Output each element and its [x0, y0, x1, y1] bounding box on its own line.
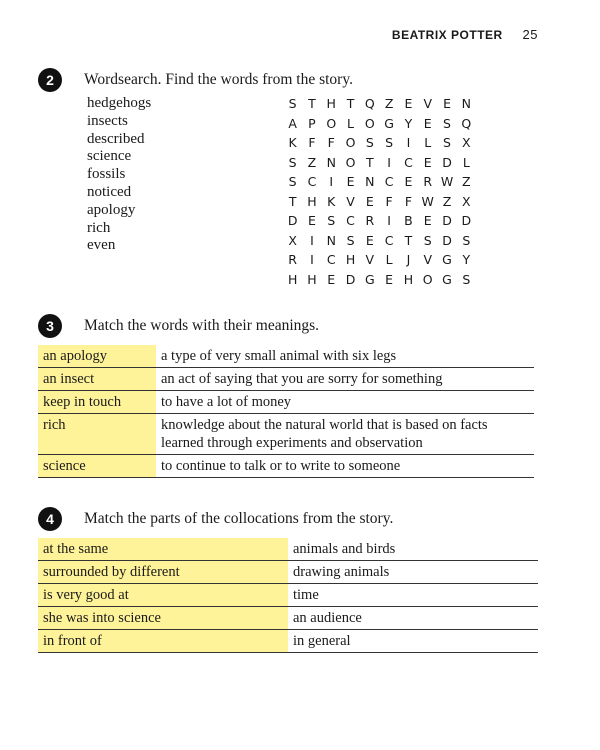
grid-letter: V	[365, 252, 375, 267]
grid-letter: G	[384, 115, 394, 131]
match-right-cell: knowledge about the natural world that is based on facts learned through experiments and observation	[161, 417, 488, 451]
word-list-item: apology	[87, 201, 136, 218]
grid-letter: O	[422, 271, 433, 287]
grid-letter: A	[288, 115, 297, 131]
grid-letter: S	[443, 115, 451, 131]
grid-letter: L	[424, 135, 432, 150]
table-row	[38, 538, 538, 561]
grid-letter: T	[308, 96, 316, 111]
grid-letter: G	[442, 252, 452, 267]
grid-letter: R	[365, 213, 375, 228]
exercise-number-badge: 3	[38, 314, 62, 338]
exercise-instruction: Match the parts of the collocations from the story.	[84, 510, 394, 527]
grid-letter: O	[345, 154, 356, 170]
table-row	[38, 345, 534, 368]
match-left-cell: science	[38, 455, 156, 478]
word-list-item: hedgehogs	[87, 95, 152, 111]
grid-letter: I	[406, 135, 411, 150]
grid-letter: C	[404, 154, 413, 170]
grid-letter: E	[365, 232, 374, 248]
grid-letter: W	[421, 193, 434, 209]
grid-letter: S	[365, 135, 374, 150]
grid-letter: Z	[442, 193, 452, 209]
page-header	[392, 27, 538, 42]
grid-letter: C	[384, 232, 394, 248]
grid-letter: O	[326, 115, 337, 131]
match-right-cell: time	[293, 587, 319, 603]
grid-letter: S	[346, 232, 355, 248]
grid-letter: O	[345, 135, 356, 150]
word-list-item: science	[87, 148, 132, 165]
grid-letter: I	[329, 174, 334, 189]
match-right-cell: drawing animals	[293, 564, 390, 580]
table-row	[38, 607, 538, 630]
grid-letter: E	[423, 115, 432, 131]
grid-letter: Q	[364, 96, 375, 111]
grid-letter: S	[443, 135, 451, 150]
match-left-cell: an insect	[38, 368, 156, 391]
word-list-item: even	[87, 237, 116, 254]
word-list-item: noticed	[87, 183, 132, 200]
grid-letter: S	[462, 271, 471, 287]
table-row	[38, 561, 538, 584]
grid-letter: X	[462, 193, 471, 209]
grid-letter: X	[462, 135, 471, 150]
grid-letter: H	[307, 271, 317, 287]
grid-letter: F	[327, 135, 335, 150]
grid-letter: B	[404, 213, 413, 228]
book-title: BEATRIX POTTER	[391, 28, 503, 42]
match-left-cell: keep in touch	[38, 391, 156, 414]
grid-letter: E	[346, 174, 355, 189]
grid-letter: H	[345, 252, 356, 267]
match-right-cell: to continue to talk or to write to someone	[161, 458, 401, 474]
grid-letter: C	[307, 174, 317, 189]
grid-letter: E	[423, 154, 432, 170]
table-row	[38, 414, 534, 455]
grid-letter: S	[288, 154, 297, 170]
grid-letter: D	[345, 271, 356, 287]
grid-letter: N	[461, 96, 471, 111]
grid-letter: F	[404, 193, 413, 209]
exercise-3-heading	[38, 314, 319, 338]
match-right-cell: in general	[293, 633, 351, 649]
exercise-instruction: Match the words with their meanings.	[84, 317, 320, 334]
grid-letter: V	[423, 96, 432, 111]
grid-letter: O	[364, 115, 375, 131]
grid-letter: D	[461, 213, 472, 228]
grid-letter: T	[366, 154, 374, 170]
grid-letter: N	[326, 232, 336, 248]
grid-letter: I	[387, 154, 391, 170]
match-left-cell: at the same	[38, 538, 288, 561]
grid-letter: Y	[404, 115, 413, 131]
grid-letter: I	[387, 213, 391, 228]
grid-letter: D	[442, 232, 452, 248]
grid-letter: S	[288, 174, 297, 189]
word-list-item: insects	[87, 112, 128, 129]
grid-letter: N	[365, 174, 375, 189]
grid-letter: S	[462, 232, 471, 248]
grid-letter: E	[443, 96, 451, 111]
grid-letter: E	[327, 271, 336, 287]
match-left-cell: she was into science	[38, 607, 288, 630]
grid-letter: E	[423, 213, 432, 228]
exercise-4-heading	[38, 507, 393, 531]
collocations-table	[38, 538, 538, 653]
table-row	[38, 391, 534, 414]
word-list-item: described	[87, 130, 145, 147]
grid-letter: L	[347, 115, 355, 131]
grid-letter: V	[346, 193, 355, 209]
grid-letter: W	[440, 174, 454, 189]
match-meanings-table	[38, 345, 534, 478]
grid-letter: E	[365, 193, 374, 209]
match-left-cell: is very good at	[38, 584, 288, 607]
grid-letter: E	[404, 174, 413, 189]
grid-letter: H	[326, 96, 336, 111]
match-left-cell: an apology	[38, 345, 156, 368]
grid-letter: C	[346, 213, 355, 228]
grid-letter: F	[308, 135, 316, 150]
word-list-item: fossils	[87, 166, 126, 183]
grid-letter: S	[327, 213, 336, 228]
table-row	[38, 630, 538, 653]
grid-letter: F	[385, 193, 393, 209]
grid-letter: N	[326, 154, 336, 170]
grid-letter: T	[404, 232, 413, 248]
exercise-number-badge: 4	[38, 507, 62, 531]
grid-letter: S	[423, 232, 432, 248]
grid-letter: K	[288, 135, 297, 150]
grid-letter: C	[384, 174, 394, 189]
match-right-cell: to have a lot of money	[161, 394, 292, 410]
match-left-cell: surrounded by different	[38, 561, 288, 584]
match-right-cell: a type of very small animal with six legs	[161, 348, 397, 364]
exercise-number-badge: 2	[38, 68, 62, 92]
match-left-cell: in front of	[38, 630, 288, 653]
grid-letter: R	[423, 174, 433, 189]
grid-letter: X	[288, 232, 297, 248]
grid-letter: D	[442, 213, 452, 228]
grid-letter: E	[404, 96, 413, 111]
grid-letter: L	[462, 154, 470, 170]
grid-letter: Z	[384, 96, 394, 111]
table-row	[38, 368, 534, 391]
grid-letter: D	[287, 213, 298, 228]
word-list-item: rich	[87, 219, 111, 236]
exercise-2-heading	[38, 68, 353, 92]
grid-letter: T	[288, 193, 297, 209]
match-right-cell: animals and birds	[293, 541, 396, 557]
grid-letter: H	[403, 271, 414, 287]
grid-letter: V	[423, 252, 432, 267]
grid-letter: J	[406, 252, 411, 267]
grid-letter: Q	[461, 115, 472, 131]
table-row	[38, 455, 534, 478]
grid-letter: P	[308, 115, 316, 131]
grid-letter: H	[307, 193, 317, 209]
exercise-instruction: Wordsearch. Find the words from the story.	[84, 71, 353, 88]
grid-letter: K	[327, 193, 336, 209]
table-row	[38, 584, 538, 607]
grid-letter: S	[385, 135, 394, 150]
match-right-cell: an audience	[293, 610, 362, 626]
grid-letter: L	[385, 252, 393, 267]
grid-letter: E	[385, 271, 394, 287]
grid-letter: Z	[307, 154, 317, 170]
grid-letter: I	[310, 252, 314, 267]
grid-letter: Z	[462, 174, 471, 189]
match-right-cell: an act of saying that you are sorry for something	[161, 371, 443, 387]
grid-letter: C	[326, 252, 336, 267]
word-list	[87, 95, 151, 255]
grid-letter: E	[307, 213, 316, 228]
grid-letter: G	[442, 271, 452, 287]
grid-letter: G	[364, 271, 375, 287]
grid-letter: I	[310, 232, 314, 248]
grid-letter: T	[346, 96, 355, 111]
grid-letter: Y	[462, 252, 471, 267]
page-number: 25	[522, 27, 538, 42]
match-left-cell: rich	[38, 414, 156, 455]
wordsearch-grid	[283, 96, 476, 291]
grid-letter: S	[288, 96, 297, 111]
grid-letter: H	[287, 271, 298, 287]
grid-letter: D	[442, 154, 452, 170]
grid-letter: R	[288, 252, 297, 267]
